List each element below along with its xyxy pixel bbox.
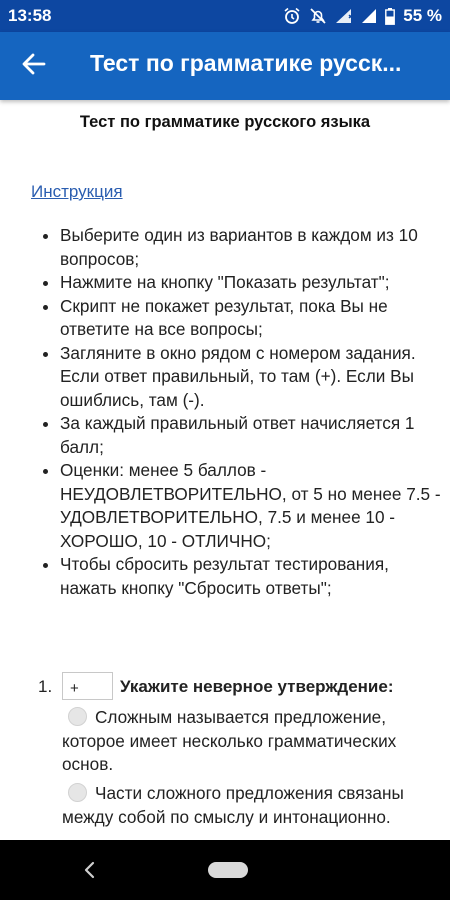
list-item: • Нажмите на кнопку "Показать результат";: [60, 271, 442, 295]
answer-result-field[interactable]: [62, 672, 113, 700]
back-button[interactable]: [18, 52, 50, 80]
list-item: • Чтобы сбросить результат тестирования, нажать кнопку "Сбросить ответы";: [60, 553, 442, 600]
answer-option-2[interactable]: [62, 782, 447, 829]
alarm-icon: [283, 7, 301, 25]
question-number: 1.: [38, 677, 53, 696]
home-pill-icon[interactable]: [208, 862, 248, 878]
arrow-left-icon: [22, 53, 46, 80]
list-item: • Оценки: менее 5 баллов - НЕУДОВЛЕТВОРИТЕЛЬНО, от 5 но менее 7.5 - УДОВЛЕТВОРИТЕЛЬНО, 7.5 и менее 10 - ХОРОШО, 10 - ОТЛИЧНО;: [60, 459, 442, 553]
battery-icon: [385, 8, 395, 25]
option-label: Сложным называется предложение, которое имеет несколько грамматических основ.: [62, 707, 397, 774]
app-bar: [0, 32, 450, 100]
list-item: • За каждый правильный ответ начисляется 1 балл;: [60, 412, 442, 459]
page-heading: Тест по грамматике русского языка: [79, 113, 371, 131]
navigation-bar: [0, 840, 450, 900]
signal-icon: [335, 8, 353, 24]
mute-icon: [309, 7, 327, 25]
option-label: Части сложного предложения связаны между собой по смыслу и интонационно.: [62, 783, 404, 827]
app-title: Тест по грамматике русск...: [90, 50, 402, 76]
list-item: • Выберите один из вариантов в каждом из 10 вопросов;: [60, 224, 442, 271]
status-bar: [0, 0, 450, 32]
instructions-link[interactable]: Инструкция: [31, 182, 123, 201]
status-icons: [283, 6, 442, 26]
back-nav-icon[interactable]: [80, 860, 100, 880]
list-item: • Загляните в окно рядом с номером задания. Если ответ правильный, то там (+). Если Вы ошиблись, там (-).: [60, 342, 442, 413]
content-area[interactable]: [0, 100, 450, 840]
question-text: Укажите неверное утверждение:: [120, 677, 394, 696]
radio-button[interactable]: [68, 783, 87, 802]
signal-icon: [361, 8, 377, 24]
answer-option-1[interactable]: [62, 706, 447, 777]
status-time: 13:58: [8, 6, 52, 25]
list-item: • Скрипт не покажет результат, пока Вы не ответите на все вопросы;: [60, 295, 442, 342]
radio-button[interactable]: [68, 707, 87, 726]
instructions-list: [0, 224, 450, 600]
battery-percent: 55 %: [403, 6, 442, 25]
